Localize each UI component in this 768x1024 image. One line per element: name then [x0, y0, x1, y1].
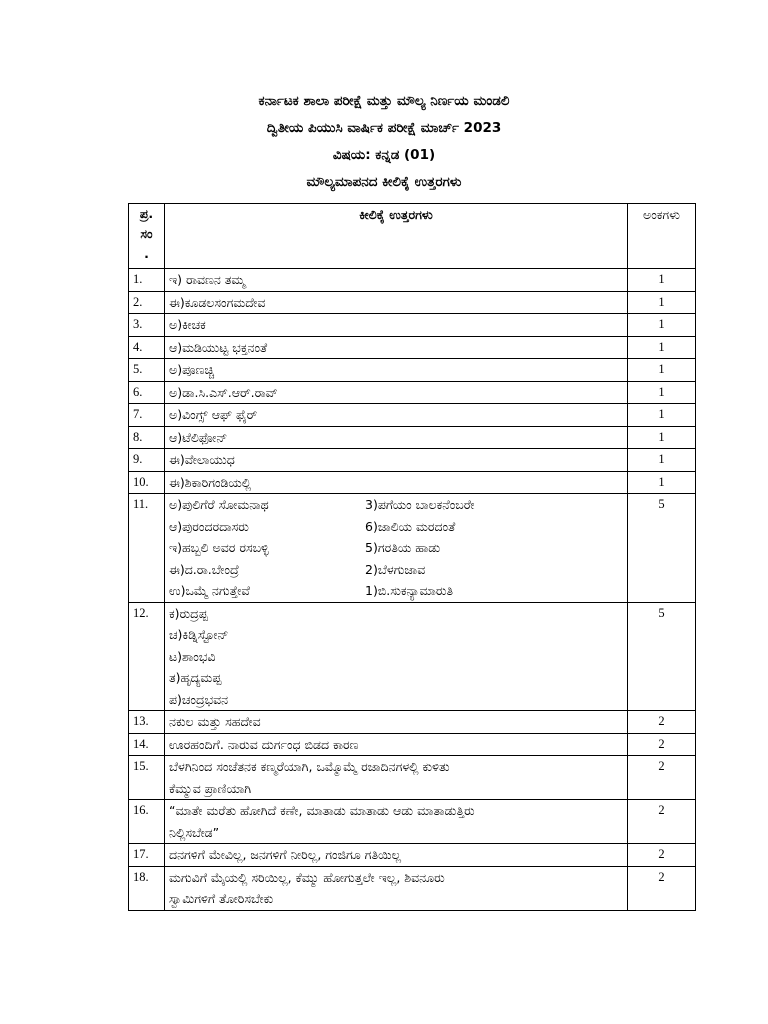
subject-line: ವಿಷಯ: ಕನ್ನಡ (01) — [332, 147, 436, 163]
answer-text: ಈ)ಕೂಡಲಸಂಗಮದೇವ — [165, 291, 628, 314]
document-header — [0, 88, 768, 196]
table-row — [129, 733, 696, 756]
question-number: 17. — [129, 844, 165, 867]
marks-value: 1 — [628, 471, 696, 494]
match-right: 6)ಜಾಲಿಯ ಮರದಂತೆ — [365, 518, 456, 534]
marks-value: 2 — [628, 756, 696, 800]
answer-line: ನಿಲ್ಲಿಸಬೇಡ” — [169, 824, 220, 840]
question-number: 5. — [129, 359, 165, 382]
match-right: 5)ಗರತಿಯ ಹಾಡು — [365, 540, 441, 555]
answer-text: ಆ)ಮಡಿಯುಟ್ಟ ಭಕ್ತನಂತೆ — [165, 336, 628, 359]
question-number: 1. — [129, 269, 165, 292]
match-pair — [169, 580, 623, 602]
marks-value: 5 — [628, 602, 696, 711]
match-right: 3)ಪಗೆಯಂ ಬಾಲಕನೆಂಬರೇ — [365, 497, 475, 512]
list-item: ಟ)ಶಾಂಭವಿ — [169, 648, 216, 664]
table-row-matching — [129, 494, 696, 603]
answer-line: ಕೆಮ್ಮುವ ಪ್ರಾಣಿಯಾಗಿ — [169, 780, 252, 796]
question-number: 3. — [129, 314, 165, 337]
question-number: 10. — [129, 471, 165, 494]
match-left: ಈ)ದ.ರಾ.ಬೇಂದ್ರೆ — [169, 561, 240, 577]
list-answers — [165, 602, 628, 711]
match-left: ಇ)ಹಬ್ಬಲಿ ಅವರ ರಸಬಳ್ಳಿ — [169, 540, 269, 555]
question-number: 2. — [129, 291, 165, 314]
match-pair — [169, 516, 623, 538]
question-number: 16. — [129, 800, 165, 844]
table-row — [129, 291, 696, 314]
answer-text: ಅ)ವಿಂಗ್ಸ್ ಆಫ್ ಫೈರ್ — [165, 404, 628, 427]
list-item: ಕ)ರುದ್ರಪ್ಪ — [169, 605, 208, 621]
marks-value: 1 — [628, 426, 696, 449]
table-row — [129, 359, 696, 382]
answer-line: “ಮಾತೇ ಮರೆತು ಹೋಗಿದೆ ಕಣೇ, ಮಾತಾಡು ಮಾತಾಡು ಆಡು ಮಾತಾಡುತ್ತಿರು — [169, 803, 475, 818]
marks-value: 1 — [628, 314, 696, 337]
marks-value: 2 — [628, 844, 696, 867]
table-row — [129, 471, 696, 494]
answer-text: ಆ)ಟೆಲಿಫೋನ್ — [165, 426, 628, 449]
answer-key-table — [128, 203, 696, 911]
table-row — [129, 800, 696, 844]
table-row — [129, 711, 696, 734]
answer-line: ಮಗುವಿಗೆ ಮೈಯಲ್ಲಿ ಸರಿಯಿಲ್ಲ, ಕೆಮ್ಮು ಹೋಗುತ್ತಲೇ ಇಲ್ಲ, ಶಿವನೂರು — [169, 869, 445, 885]
question-number: 12. — [129, 602, 165, 711]
board-title: ಕರ್ನಾಟಕ ಶಾಲಾ ಪರೀಕ್ಷೆ ಮತ್ತು ಮೌಲ್ಯ ನಿರ್ಣಯ ಮಂಡಲಿ — [258, 93, 510, 109]
answer-text: ಇ) ರಾವಣನ ತಮ್ಮ — [165, 269, 628, 292]
key-title: ಮೌಲ್ಯಮಾಪನದ ಕೀಲಿಕೈ ಉತ್ತರಗಳು — [306, 174, 462, 190]
answer-text: ನಕುಲ ಮತ್ತು ಸಹದೇವ — [165, 711, 628, 734]
marks-value: 2 — [628, 733, 696, 756]
question-number: 4. — [129, 336, 165, 359]
answer-text: ಅ)ಪೂಣಚ್ಚಿ — [165, 359, 628, 382]
question-number: 18. — [129, 866, 165, 910]
table-row — [129, 336, 696, 359]
header-question-number-text: ಪ್ರ. ಸಂ . — [139, 206, 154, 261]
table-row — [129, 404, 696, 427]
header-answers: ಕೀಲಿಕೈ ಉತ್ತರಗಳು — [165, 204, 628, 269]
answer-line: ಬೆಳಗಿನಿಂದ ಸಂಚೆತನಕ ಕಣ್ಮರೆಯಾಗಿ, ಒಮ್ಮೊಮ್ಮೆ ರಜಾದಿನಗಳಲ್ಲಿ ಕುಳಿತು — [169, 759, 450, 774]
question-number: 9. — [129, 449, 165, 472]
table-header-row — [129, 204, 696, 269]
answer-text: ದನಗಳಿಗೆ ಮೇವಿಲ್ಲ, ಜನಗಳಿಗೆ ನೀರಿಲ್ಲ, ಗಂಜಿಗೂ ಗತಿಯಿಲ್ಲ — [165, 844, 628, 867]
marks-value: 1 — [628, 449, 696, 472]
table-row — [129, 449, 696, 472]
answer-text — [165, 800, 628, 844]
table-row — [129, 269, 696, 292]
marks-value: 1 — [628, 291, 696, 314]
table-row — [129, 381, 696, 404]
header-question-number — [129, 204, 165, 269]
answer-text — [165, 866, 628, 910]
question-number: 13. — [129, 711, 165, 734]
marks-value: 5 — [628, 494, 696, 603]
match-left: ಉ)ಒಮ್ಮೆ ನಗುತ್ತೇವೆ — [169, 583, 250, 598]
table-row — [129, 844, 696, 867]
marks-value: 2 — [628, 800, 696, 844]
list-item: ಚ)ಕಿಡ್ನಿಸ್ಟೋನ್ — [169, 627, 229, 642]
answer-text — [165, 756, 628, 800]
question-number: 11. — [129, 494, 165, 603]
marks-value: 1 — [628, 336, 696, 359]
match-right: 2)ಬೆಳಗುಜಾವ — [365, 561, 426, 577]
table-row — [129, 866, 696, 910]
table-row — [129, 426, 696, 449]
table-row — [129, 314, 696, 337]
answer-text: ಅ)ಡಾ.ಸಿ.ಎಸ್.ಆರ್.ರಾವ್ — [165, 381, 628, 404]
table-row-list — [129, 602, 696, 711]
question-number: 14. — [129, 733, 165, 756]
answer-text: ಅ)ಕೀಚಕ — [165, 314, 628, 337]
match-pair — [169, 559, 623, 581]
list-item: ತ)ಹೃದ್ಯಮಪ್ಪ — [169, 670, 222, 685]
answer-line: ಸ್ವಾಮಿಗಳಿಗೆ ತೋರಿಸಬೇಕು — [169, 891, 274, 906]
marks-value: 2 — [628, 711, 696, 734]
question-number: 6. — [129, 381, 165, 404]
match-left: ಅ)ಪುಲಿಗೆರೆ ಸೋಮನಾಥ — [169, 497, 269, 512]
match-right: 1)ಬಿ.ಸುಕನ್ಯಾಮಾರುತಿ — [365, 583, 454, 598]
marks-value: 1 — [628, 359, 696, 382]
match-pair — [169, 494, 623, 516]
exam-title: ದ್ವಿತೀಯ ಪಿಯುಸಿ ವಾರ್ಷಿಕ ಪರೀಕ್ಷೆ ಮಾರ್ಚ್ 2023 — [266, 120, 502, 136]
marks-value: 2 — [628, 866, 696, 910]
list-item: ಪ)ಚಂದ್ರಭವನ — [169, 691, 229, 707]
table-row — [129, 756, 696, 800]
matching-answers — [165, 494, 628, 603]
header-marks: ಅಂಕಗಳು — [628, 204, 696, 269]
question-number: 7. — [129, 404, 165, 427]
answer-text: ಈ)ವೇಲಾಯುಧ — [165, 449, 628, 472]
match-pair — [169, 537, 623, 559]
question-number: 8. — [129, 426, 165, 449]
marks-value: 1 — [628, 269, 696, 292]
question-number: 15. — [129, 756, 165, 800]
marks-value: 1 — [628, 381, 696, 404]
answer-text: ಊರಹಂದಿಗೆ. ನಾರುವ ದುರ್ಗಂಧ ಬಿಡದ ಕಾರಣ — [165, 733, 628, 756]
answer-text: ಈ)ಶಿಕಾರಿಗಂಡಿಯಲ್ಲಿ — [165, 471, 628, 494]
match-left: ಆ)ಪುರಂದರದಾಸರು — [169, 518, 249, 534]
marks-value: 1 — [628, 404, 696, 427]
